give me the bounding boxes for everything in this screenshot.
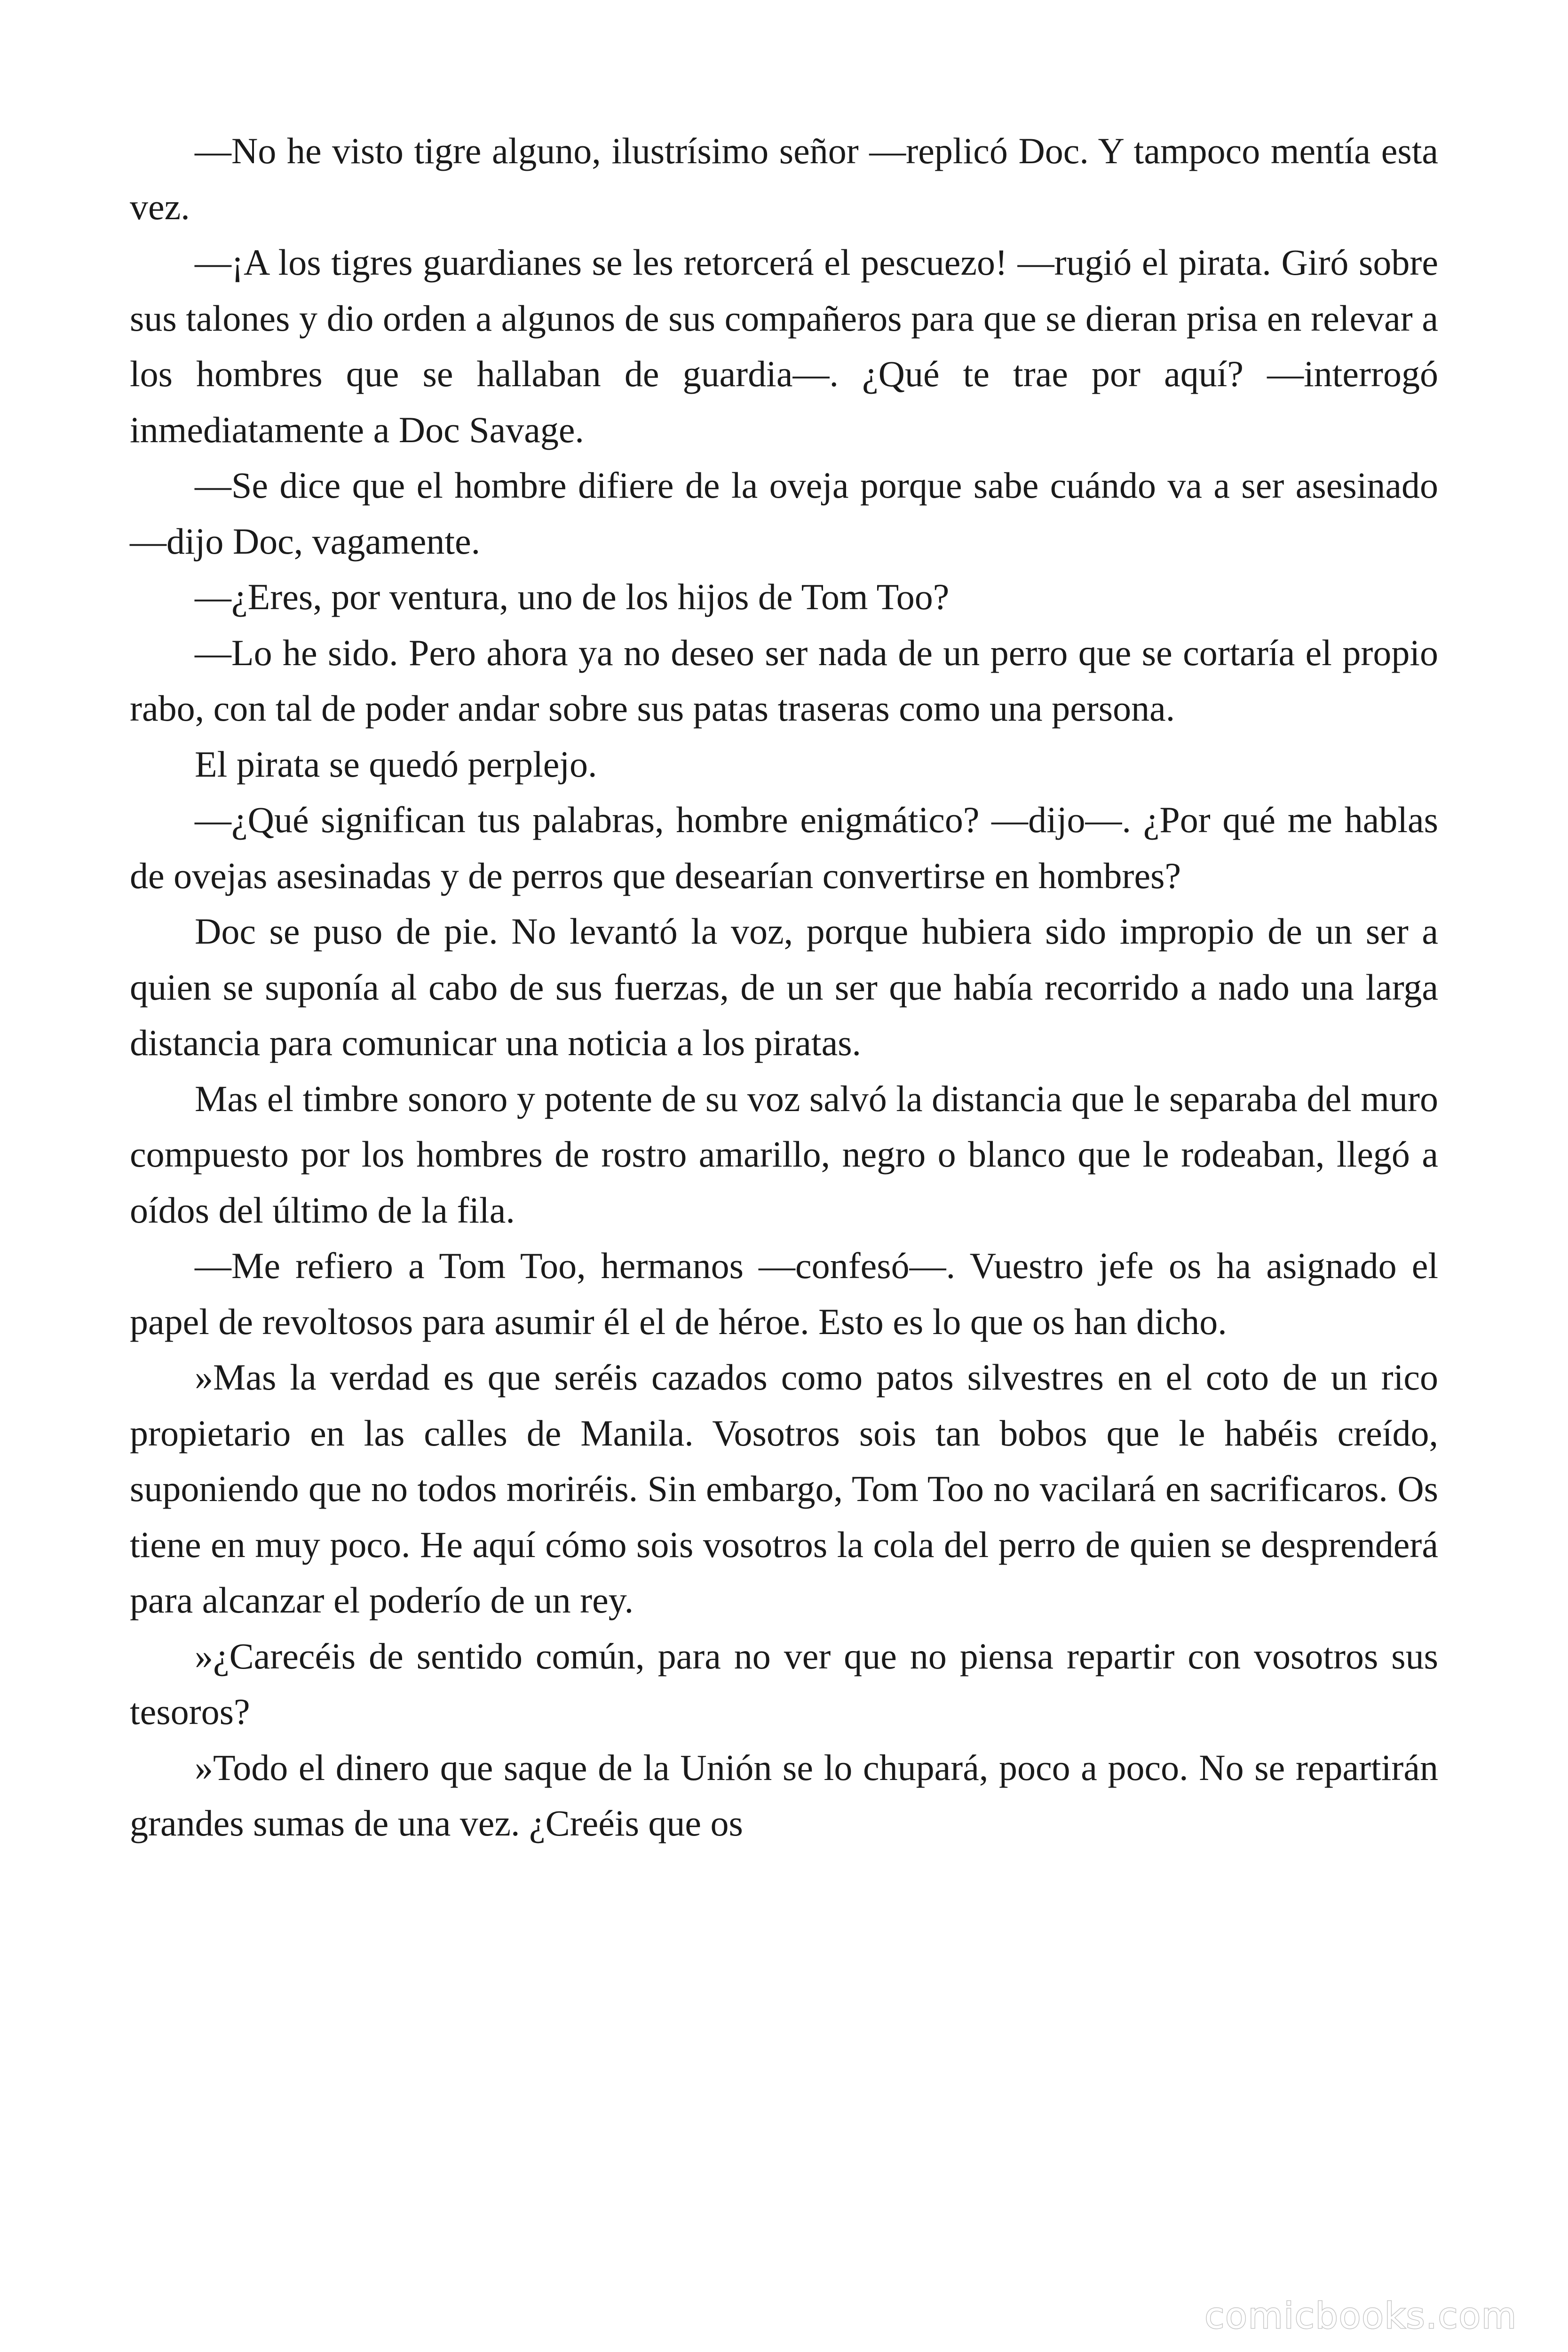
paragraph: »Mas la verdad es que seréis cazados como patos silvestres en el coto de un rico propietario en las calles de Manila. Vosotros sois tan bobos que le habéis creído, suponiendo que no todos moriréis. Sin embargo, Tom Too no vacilará en sacrificaros. Os tiene en muy poco. He aquí cómo sois vosotros la cola del perro de quien se desprenderá para alcanzar el poderío de un rey. (130, 1357, 1438, 1621)
watermark: comicbooks.com (1204, 2295, 1517, 2336)
paragraph: —No he visto tigre alguno, ilustrísimo señor —replicó Doc. Y tampoco mentía esta vez. (130, 130, 1438, 227)
paragraph-last: »Todo el dinero que saque de la Unión se lo chupará, poco a poco. No se repartirán grandes sumas de una vez. ¿Creéis que os (130, 1747, 1438, 1843)
paragraph: —Se dice que el hombre difiere de la oveja porque sabe cuándo va a ser asesinado —dijo Doc, vagamente. (130, 465, 1438, 562)
page-body (130, 123, 1438, 1851)
paragraph: »¿Carecéis de sentido común, para no ver que no piensa repartir con vosotros sus tesoros? (130, 1635, 1438, 1732)
paragraph: Doc se puso de pie. No levantó la voz, porque hubiera sido impropio de un ser a quien se suponía al cabo de sus fuerzas, de un ser que había recorrido a nado una larga distancia para comunicar una noticia a los piratas. (130, 911, 1438, 1063)
paragraph: —¡A los tigres guardianes se les retorcerá el pescuezo! —rugió el pirata. Giró sobre sus talones y dio orden a algunos de sus compañeros para que se dieran prisa en relevar a los hombres que se hallaban de guardia—. ¿Qué te trae por aquí? —interrogó inmediatamente a Doc Savage. (130, 242, 1438, 450)
paragraph: —¿Eres, por ventura, uno de los hijos de Tom Too? (195, 576, 950, 617)
paragraph: —Lo he sido. Pero ahora ya no deseo ser nada de un perro que se cortaría el propio rabo, con tal de poder andar sobre sus patas traseras como una persona. (130, 632, 1438, 729)
paragraph: —¿Qué significan tus palabras, hombre enigmático? —dijo—. ¿Por qué me hablas de ovejas asesinadas y de perros que desearían convertirse en hombres? (130, 799, 1438, 896)
paragraph: Mas el timbre sonoro y potente de su voz salvó la distancia que le separaba del muro compuesto por los hombres de rostro amarillo, negro o blanco que le rodeaban, llegó a oídos del último de la fila. (130, 1078, 1438, 1231)
paragraph: —Me refiero a Tom Too, hermanos —confesó—. Vuestro jefe os ha asignado el papel de revoltosos para asumir él el de héroe. Esto es lo que os han dicho. (130, 1245, 1438, 1342)
paragraph: El pirata se quedó perplejo. (195, 743, 597, 785)
